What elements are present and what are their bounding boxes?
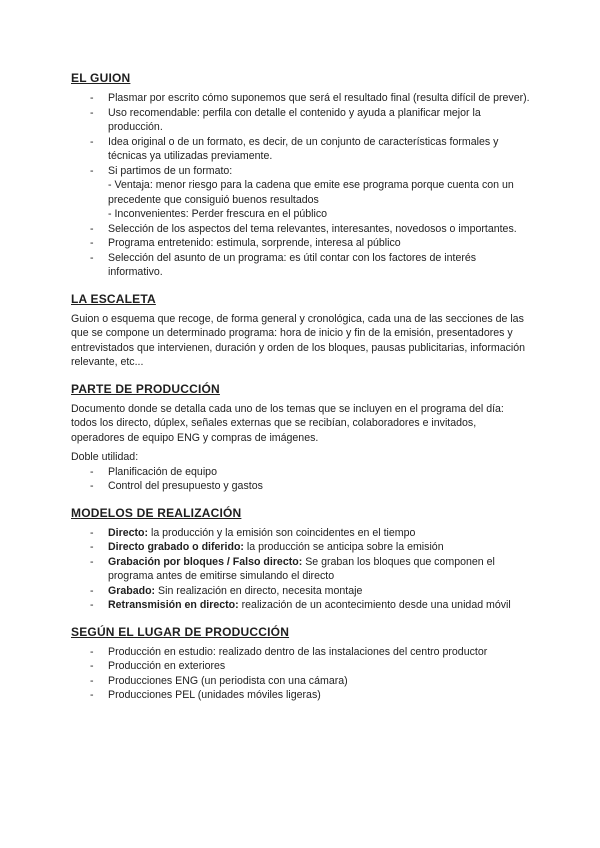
section-lugar [71, 624, 531, 703]
formato-intro: - Si partimos de un formato: [108, 164, 233, 177]
list-item: - Producciones PEL (unidades móviles ligeras) [71, 688, 531, 703]
term: Retransmisión en directo: [108, 599, 239, 611]
list-item [71, 540, 531, 555]
list-item: - Selección de los aspectos del tema relevantes, interesantes, novedosos o importantes. [71, 222, 531, 237]
escaleta-paragraph: Guion o esquema que recoge, de forma general y cronológica, cada una de las secciones de las que se compone un determinado programa: hora de inicio y fin de la emisión, presentadores y entrevistados que intervienen, duración y orden de los bloques, pausas publicitarias, información relevante, etc... [71, 312, 526, 368]
section-guion [71, 70, 531, 280]
term: Grabado: [108, 584, 156, 597]
definition: realización de un acontecimiento desde una unidad móvil [238, 599, 511, 611]
term: Grabación por bloques / Falso directo: [108, 555, 303, 568]
section-title-parte: PARTE DE PRODUCCIÓN [71, 381, 220, 396]
term: Directo grabado o diferido: [108, 541, 244, 553]
term: Directo: [108, 526, 149, 539]
list-item [71, 598, 531, 613]
list-item: - Programa entretenido: estimula, sorprende, interesa al público [71, 236, 531, 251]
definition: Sin realización en directo, necesita montaje [155, 584, 363, 597]
doble-utilidad-label: Doble utilidad: [71, 451, 139, 463]
parte-list [71, 465, 531, 494]
list-item [71, 555, 531, 584]
list-item [71, 584, 531, 599]
list-item: - Producciones ENG (un periodista con una cámara) [71, 674, 531, 689]
definition: Se graban los bloques que componen el programa antes de emitirse simulando el directo [108, 555, 495, 582]
guion-list [71, 91, 531, 280]
list-item: - Plasmar por escrito cómo suponemos que será el resultado final (resulta difícil de prever). [71, 91, 531, 106]
formato-inconvenientes: - Inconvenientes: Perder frescura en el público [108, 208, 328, 220]
list-item: - Control del presupuesto y gastos [71, 479, 531, 494]
section-title-modelos: MODELOS DE REALIZACIÓN [71, 505, 242, 520]
list-item: - Idea original o de un formato, es decir, de un conjunto de características formales y técnicas ya utilizadas previamente. [71, 135, 531, 164]
section-title-escaleta: LA ESCALETA [71, 291, 156, 306]
parte-paragraph: Documento donde se detalla cada uno de los temas que se incluyen en el programa del día: todos los directo, dúplex, señales externas que se recibían, colaboradores e invitados, operadores de equipo ENG y compras de imágenes. [71, 402, 504, 444]
modelos-list [71, 526, 531, 613]
list-item-formato [71, 164, 531, 222]
section-title-lugar: SEGÚN EL LUGAR DE PRODUCCIÓN [71, 624, 290, 639]
definition: la producción se anticipa sobre la emisión [243, 541, 444, 553]
section-escaleta [71, 291, 531, 370]
section-parte [71, 381, 531, 494]
list-item: - Producción en estudio: realizado dentro de las instalaciones del centro productor [71, 645, 531, 660]
section-modelos [71, 505, 531, 613]
document-content [71, 70, 531, 714]
lugar-list [71, 645, 531, 703]
formato-ventaja: - Ventaja: menor riesgo para la cadena que emite ese programa porque cuenta con un precedente que consiguió buenos resultados [108, 179, 514, 206]
list-item: - Uso recomendable: perfila con detalle el contenido y ayuda a planificar mejor la producción. [71, 106, 531, 135]
list-item [71, 526, 531, 541]
list-item: - Planificación de equipo [71, 465, 531, 480]
definition: la producción y la emisión son coincidentes en el tiempo [148, 526, 416, 539]
list-item: - Selección del asunto de un programa: es útil contar con los factores de interés informativo. [71, 251, 531, 280]
section-title-guion: EL GUION [71, 71, 131, 85]
list-item: - Producción en exteriores [71, 659, 531, 674]
